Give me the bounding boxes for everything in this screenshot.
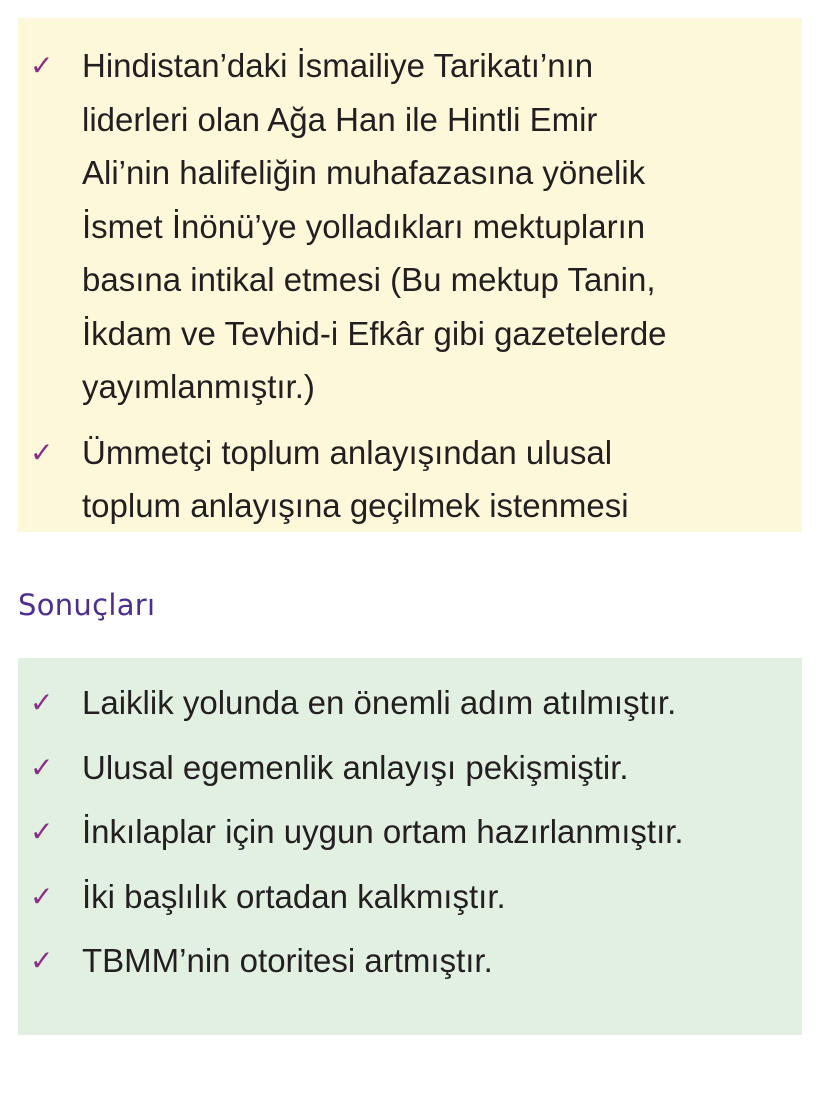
check-icon: ✓ <box>30 944 54 977</box>
list-item-line: İsmet İnönü’ye yolladıkları mektupların <box>82 207 646 245</box>
list-item-text: Ulusal egemenlik anlayışı pekişmiştir. <box>82 748 629 786</box>
list-item-line: yayımlanmıştır.) <box>82 368 315 405</box>
list-item <box>18 934 802 988</box>
list-item-line: Ümmetçi toplum anlayışından ulusal <box>82 433 613 471</box>
check-icon: ✓ <box>30 815 54 848</box>
list-item-text: TBMM’nin otoritesi artmıştır. <box>82 942 493 979</box>
list-item-text: İnkılaplar için uygun ortam hazırlanmıştır. <box>82 813 684 850</box>
results-panel <box>18 658 802 1035</box>
list-item-line: basına intikal etmesi (Bu mektup Tanin, <box>82 261 656 298</box>
list-item-line: liderleri olan Ağa Han ile Hintli Emir <box>82 100 598 138</box>
list-item <box>18 870 802 924</box>
list-item <box>18 676 802 730</box>
list-item-line: Hindistan’daki İsmailiye Tarikatı’nın <box>82 47 594 84</box>
list-item-line: İkdam ve Tevhid-i Efkâr gibi gazetelerde <box>82 314 667 352</box>
list-item-text: Laiklik yolunda en önemli adım atılmıştır. <box>82 684 677 721</box>
check-icon: ✓ <box>30 879 54 913</box>
list-item <box>18 426 802 533</box>
causes-panel <box>18 18 802 532</box>
check-icon: ✓ <box>30 750 54 784</box>
results-heading: Sonuçları <box>18 588 156 622</box>
list-item <box>18 741 802 795</box>
list-item <box>18 39 802 414</box>
list-item-line: Ali’nin halifeliğin muhafazasına yönelik <box>82 154 646 191</box>
check-icon: ✓ <box>30 686 54 719</box>
check-icon: ✓ <box>30 435 54 469</box>
causes-list <box>18 39 802 533</box>
check-icon: ✓ <box>30 49 54 82</box>
list-item <box>18 805 802 859</box>
list-item-line: toplum anlayışına geçilmek istenmesi <box>82 487 629 524</box>
list-item-text: İki başlılık ortadan kalkmıştır. <box>82 877 506 915</box>
results-list <box>18 676 802 988</box>
